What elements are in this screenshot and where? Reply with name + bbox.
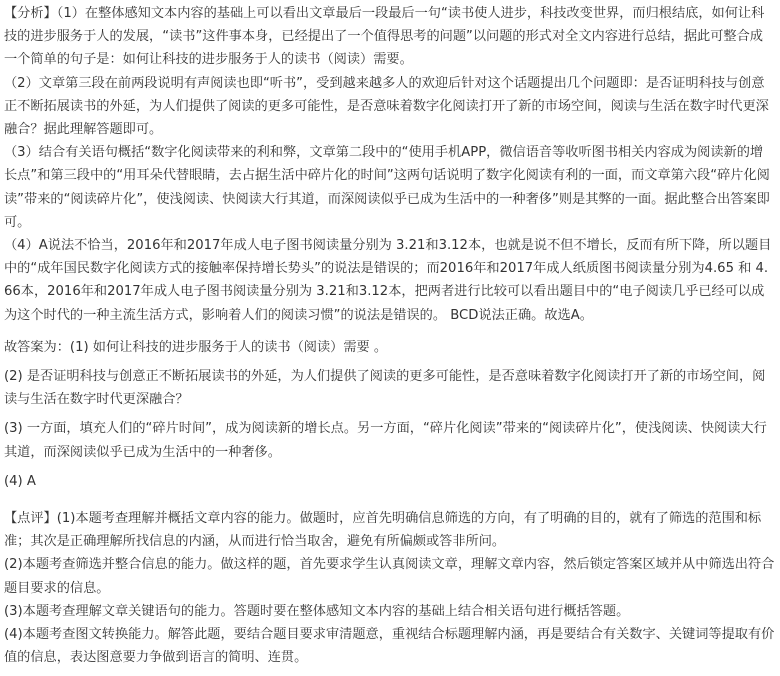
section-spacer: [4, 493, 776, 507]
analysis-part-4: （4）A说法不恰当，2016年和2017年成人电子图书阅读量分别为 3.21和3.12本，也就是说不但不增长，反而有所下降，所以题目中的“成年国民数字化阅读方式的接触率保持增长势头”的说法是错误的；而2016年和2017年成人纸质图书阅读量分别为4.65 和 4.66本，2016年和2017年成人电子图书阅读量分别为 3.21和3.12本，把两者进行比较可以看出题目中的“电子阅读几乎已经可以成为这个时代的一种主流生活方式，影响着人们的阅读习惯”的说法是错误的。 BCD说法正确。故选A。: [4, 238, 772, 323]
analysis-part-1: 【分析】（1）在整体感知文本内容的基础上可以看出文章最后一段最后一句“读书使人进步，科技改变世界，而归根结底，如何让科技的进步服务于人的发展，“读书”这件事本身，已经提出了一个值得思考的问题”以问题的形式对全文内容进行总结，据此可整合成一个简单的句子是：如何让科技的进步服务于人的读书（阅读）需要。: [4, 6, 765, 68]
analysis-part-3: （3）结合有关语句概括“数字化阅读带来的利和弊，文章第二段中的“使用手机APP，微信语音等收听图书相关内容成为阅读新的增长点”和第三段中的“用耳朵代替眼睛，去占据生活中碎片化的时间”这两句话说明了数字化阅读有利的一面，而文章第六段“碎片化阅读”带来的“阅读碎片化”，使浅阅读、快阅读大行其道，而深阅读似乎已成为生活中的一种奢侈”则是其弊的一面。据此整合出答案即可。: [4, 145, 770, 230]
answer-4: (4) A: [4, 473, 36, 489]
comment-3: (3)本题考查理解文章关键语句的能力。答题时要在整体感知文本内容的基础上结合相关语句进行概括答题。: [4, 603, 630, 619]
answer-3: (3) 一方面，填充人们的“碎片时间”，成为阅读新的增长点。另一方面，“碎片化阅读”带来的“阅读碎片化”，使浅阅读、快阅读大行其道，而深阅读似乎已成为生活中的一种奢侈。: [4, 421, 767, 460]
comment-1: 【点评】(1)本题考查理解并概括文章内容的能力。做题时，应首先明确信息筛选的方向，有了明确的目的，就有了筛选的范围和标准；其次是正确理解所找信息的内涵，从而进行恰当取舍，避免有所偏颇或答非所问。: [4, 511, 762, 550]
answer-1: 故答案为：(1) 如何让科技的进步服务于人的读书（阅读）需要 。: [4, 339, 388, 355]
section-spacer: [4, 327, 776, 336]
comment-4: (4)本题考查图文转换能力。解答此题，要结合题目要求审清题意，重视结合标题理解内涵，再是要结合有关数字、关键词等提取有价值的信息，表达图意要力争做到语言的简明、连贯。: [4, 627, 775, 666]
analysis-part-2: （2）文章第三段在前两段说明有声阅读也即“听书”，受到越来越多人的欢迎后针对这个话题提出几个问题即：是否证明科技与创意正不断拓展读书的外延，为人们提供了阅读的更多可能性，是否意味着数字化阅读打开了新的市场空间，阅读与生活在数字时代更深融合？据此理解答题即可。: [4, 75, 769, 138]
comment-2: (2)本题考查筛选并整合信息的能力。做这样的题，首先要求学生认真阅读文章，理解文章内容，然后锁定答案区域并从中筛选出符合题目要求的信息。: [4, 557, 775, 596]
answer-2: (2) 是否证明科技与创意正不断拓展读书的外延，为人们提供了阅读的更多可能性，是否意味着数字化阅读打开了新的市场空间，阅读与生活在数字时代更深融合？: [4, 369, 766, 408]
